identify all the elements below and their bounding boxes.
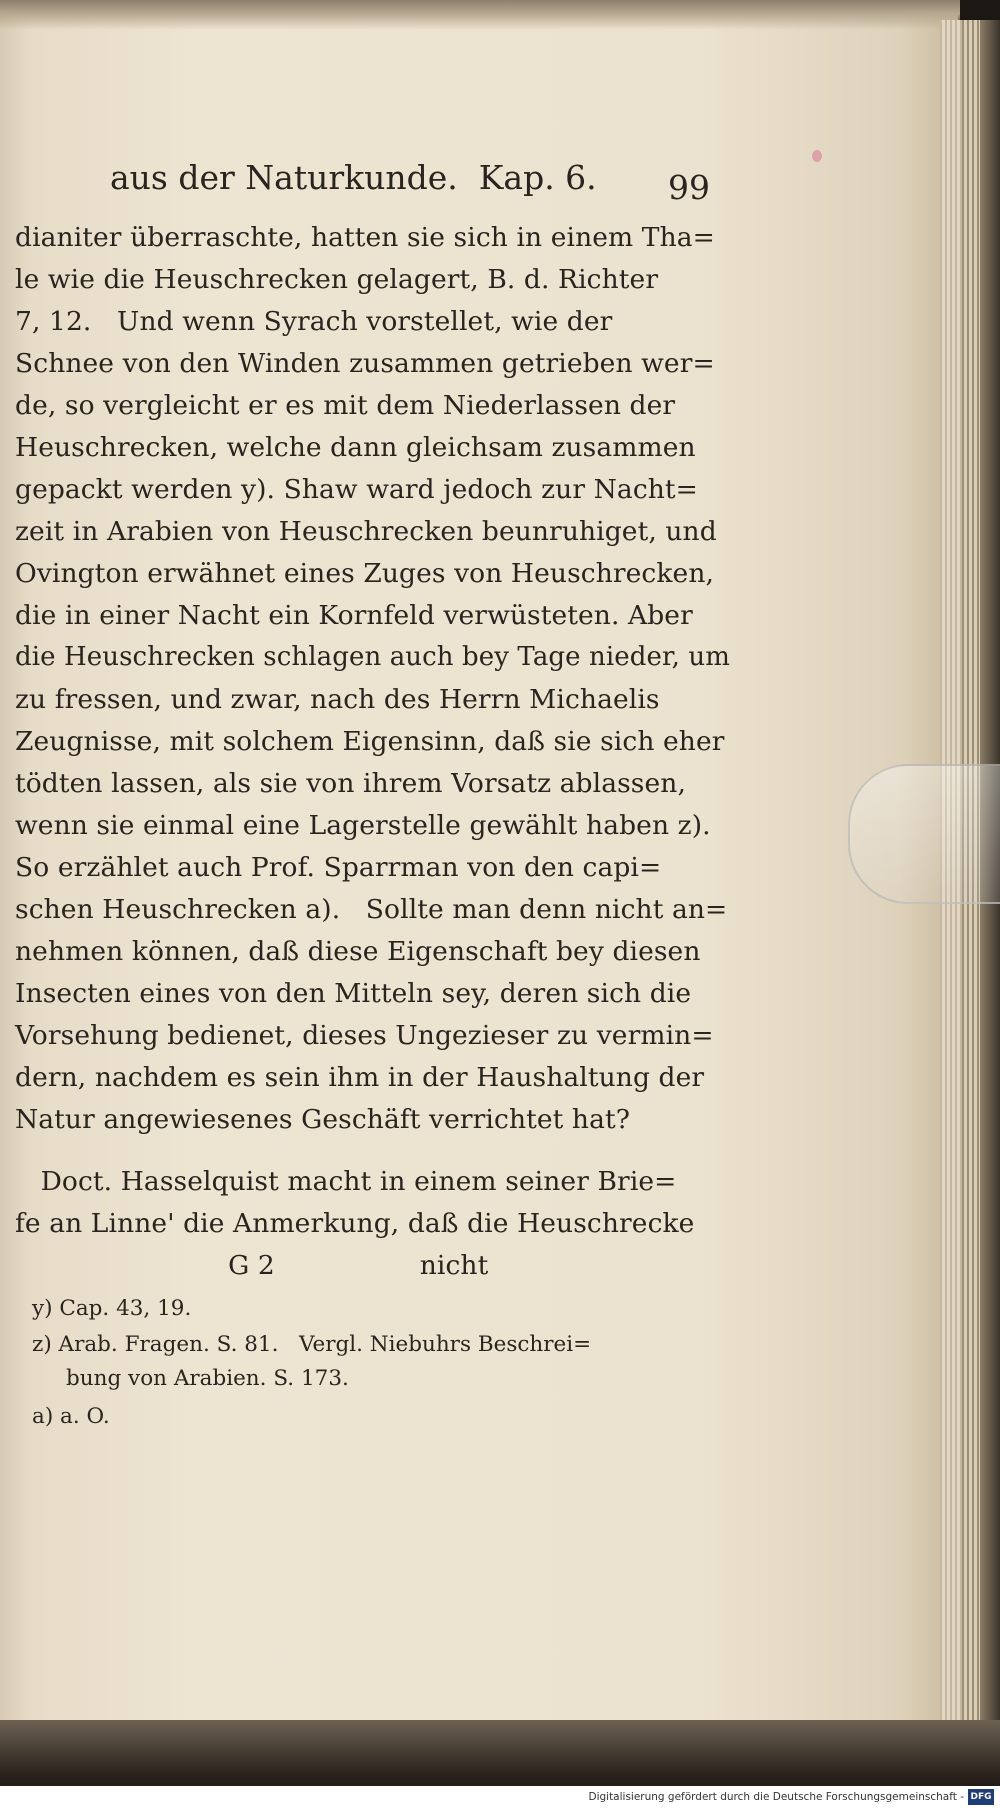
text-line: Zeugnisse, mit solchem Eigensinn, daß sie sich eher	[15, 726, 725, 757]
ink-spot	[812, 150, 822, 162]
running-header: aus der Naturkunde. Kap. 6.	[110, 158, 597, 197]
text-line: nehmen können, daß diese Eigenschaft bey diesen	[15, 936, 701, 967]
footnote: y) Cap. 43, 19.	[32, 1296, 192, 1321]
text-line: Vorsehung bedienet, dieses Ungezieser zu vermin=	[15, 1020, 714, 1051]
text-line: le wie die Heuschrecken gelagert, B. d. Richter	[15, 264, 659, 295]
text-line: tödten lassen, als sie von ihrem Vorsatz ablassen,	[15, 768, 686, 799]
text-line: die Heuschrecken schlagen auch bey Tage nieder, um	[15, 642, 730, 672]
text-line: dern, nachdem es sein ihm in der Haushaltung der	[15, 1062, 705, 1093]
text-line: Schnee von den Winden zusammen getrieben wer=	[15, 348, 715, 379]
text-line: Heuschrecken, welche dann gleichsam zusammen	[15, 432, 696, 463]
text-line: zu fressen, und zwar, nach des Herrn Michaelis	[15, 684, 660, 715]
text-line: die in einer Nacht ein Kornfeld verwüsteten. Aber	[15, 600, 693, 631]
text-line: Ovington erwähnet eines Zuges von Heuschrecken,	[15, 558, 715, 589]
footnote-continuation: bung von Arabien. S. 173.	[66, 1366, 349, 1391]
catchword-line: G 2 nicht	[15, 1250, 489, 1281]
text-line: de, so vergleicht er es mit dem Niederlassen der	[15, 390, 676, 421]
dfg-logo: DFG	[968, 1789, 994, 1805]
text-line: 7, 12. Und wenn Syrach vorstellet, wie der	[15, 306, 613, 337]
text-line: schen Heuschrecken a). Sollte man denn nicht an=	[15, 894, 728, 925]
text-line: Insecten eines von den Mitteln sey, deren sich die	[15, 978, 692, 1009]
footnote: a) a. O.	[32, 1404, 110, 1429]
text-line: So erzählet auch Prof. Sparrman von den capi=	[15, 852, 662, 883]
text-line: Doct. Hasselquist macht in einem seiner Brie=	[15, 1166, 677, 1197]
top-shadow	[0, 0, 960, 30]
text-line: gepackt werden y). Shaw ward jedoch zur Nacht=	[15, 474, 698, 505]
text-line: dianiter überraschte, hatten sie sich in einem Tha=	[15, 222, 715, 253]
funding-credit: Digitalisierung gefördert durch die Deutsche Forschungsgemeinschaft -	[588, 1791, 964, 1803]
footnote: z) Arab. Fragen. S. 81. Vergl. Niebuhrs Beschrei=	[32, 1332, 592, 1357]
plastic-tab	[848, 764, 1000, 904]
text-line: Natur angewiesenes Geschäft verrichtet hat?	[15, 1104, 631, 1135]
text-line: fe an Linne' die Anmerkung, daß die Heuschrecke	[15, 1208, 695, 1239]
page-number: 99	[668, 168, 710, 207]
text-line: zeit in Arabien von Heuschrecken beunruhiget, und	[15, 516, 717, 547]
text-line: wenn sie einmal eine Lagerstelle gewählt haben z).	[15, 810, 711, 841]
